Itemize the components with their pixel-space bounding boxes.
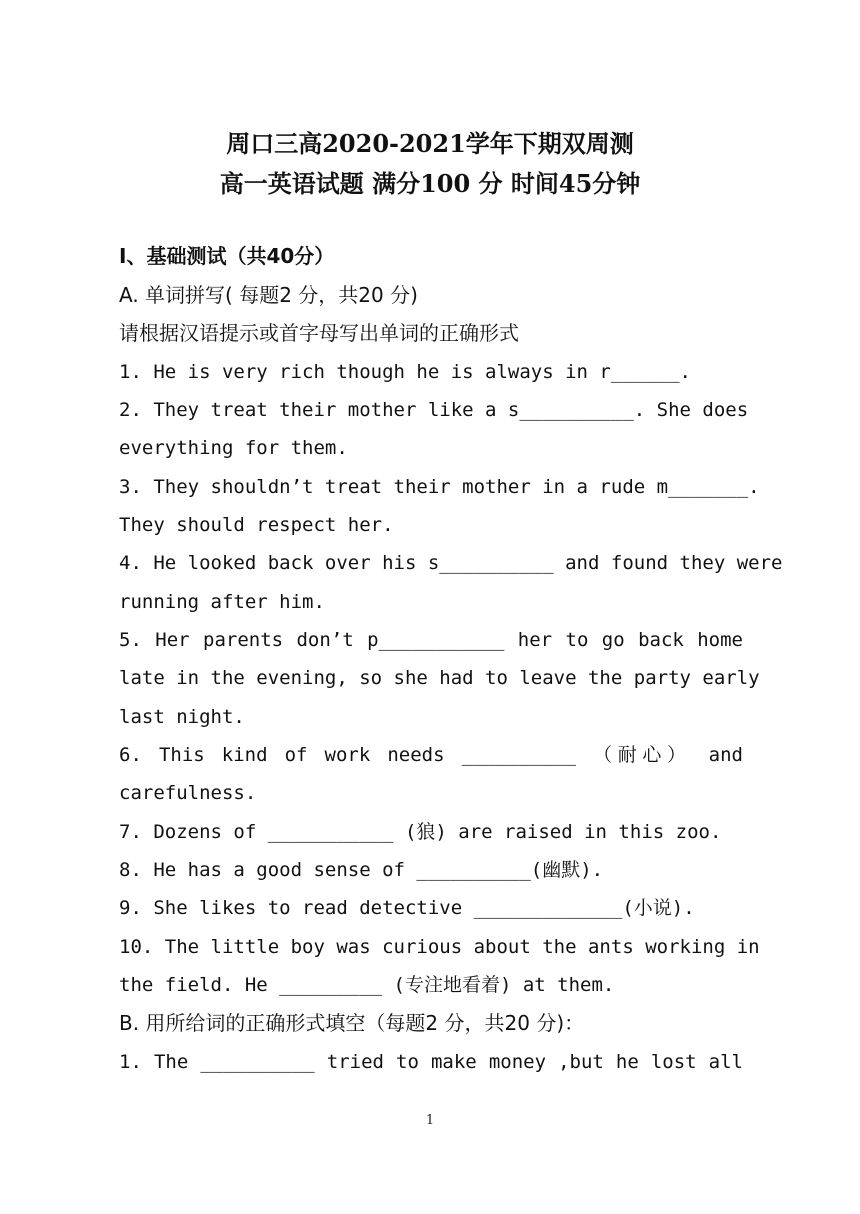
document-subtitle: 高一英语试题 满分100 分 时间45分钟 (219, 169, 641, 198)
part-a-heading: A. 单词拼写( 每题2 分，共20 分) (119, 283, 418, 307)
question-line: 7. Dozens of ___________ (狼) are raised in this zoo. (119, 821, 722, 843)
question-line: 8. He has a good sense of __________(幽默). (119, 859, 604, 881)
question-line: 10. The little boy was curious about the ants working in (119, 936, 760, 958)
question-line: 3. They shouldn’t treat their mother in a rude m_______. (119, 476, 760, 498)
question-line: 4. He looked back over his s__________ and found they were (119, 552, 783, 574)
question-line: They should respect her. (119, 514, 394, 536)
question-line: 6. This kind of work needs __________ （耐心） and (119, 744, 743, 766)
question-line: everything for them. (119, 437, 348, 459)
question-line: the field. He _________ (专注地看着) at them. (119, 974, 615, 996)
part-b-heading: B. 用所给词的正确形式填空（每题2 分，共20 分)： (119, 1011, 585, 1035)
part-a-instruction: 请根据汉语提示或首字母写出单词的正确形式 (119, 321, 519, 345)
question-line: 9. She likes to read detective _____________(小说). (119, 897, 695, 919)
question-line: 1. The __________ tried to make money ,but he lost all (119, 1051, 743, 1073)
question-line: 5. Her parents don’t p___________ her to go back home (119, 629, 743, 651)
question-line: 1. He is very rich though he is always in r______. (119, 361, 691, 383)
question-line: running after him. (119, 591, 325, 613)
section-heading: I、基础测试（共40分） (119, 244, 335, 268)
page-number: 1 (425, 1113, 435, 1128)
document-title: 周口三高2020-2021学年下期双周测 (226, 129, 634, 158)
question-line: carefulness. (119, 782, 257, 804)
question-line: 2. They treat their mother like a s__________. She does (119, 399, 749, 421)
question-line: last night. (119, 706, 245, 728)
question-line: late in the evening, so she had to leave the party early (119, 667, 760, 689)
